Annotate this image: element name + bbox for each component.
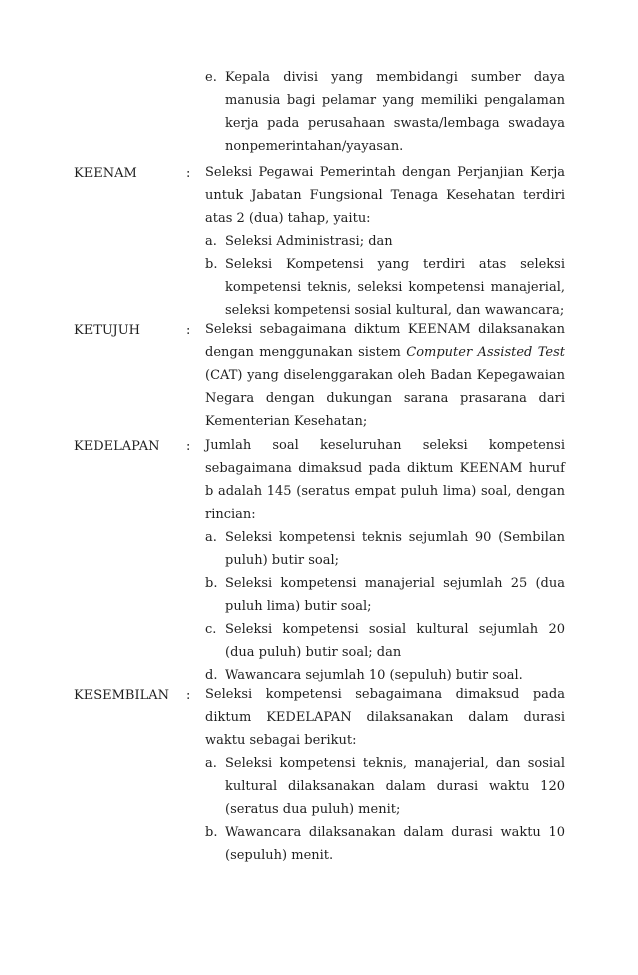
- item-label: a.: [205, 530, 217, 545]
- item-text: Wawancara sejumlah 10 (sepuluh) butir soal.: [225, 668, 523, 683]
- item-label: b.: [205, 257, 218, 272]
- list-item: [205, 230, 565, 253]
- diktum-intro: Seleksi Pegawai Pemerintah dengan Perjanjian Kerja untuk Jabatan Fungsional Tenaga Kesehatan terdiri atas 2 (dua) tahap, yaitu:: [205, 165, 565, 226]
- intro-text: (CAT) yang diselenggarakan oleh Badan Kepegawaian Negara dengan dukungan sarana prasarana dari Kementerian Kesehatan;: [205, 368, 565, 429]
- list-item: [205, 253, 565, 322]
- diktum-colon: :: [186, 166, 191, 181]
- diktum-intro: Jumlah soal keseluruhan seleksi kompetensi sebagaimana dimaksud pada diktum KEENAM huruf b adalah 145 (seratus empat puluh lima) soal, dengan rincian:: [205, 438, 565, 522]
- diktum-intro: [205, 318, 565, 433]
- top-item: [205, 66, 565, 158]
- diktum-body-keenam: [205, 161, 565, 322]
- diktum-term-ketujuh: KETUJUH: [74, 323, 140, 338]
- item-text: Seleksi kompetensi sosial kultural sejumlah 20 (dua puluh) butir soal; dan: [225, 622, 565, 660]
- item-label: b.: [205, 825, 218, 840]
- list-item: [205, 66, 565, 158]
- diktum-body-kesembilan: [205, 683, 565, 867]
- list-item: [205, 752, 565, 821]
- diktum-body-ketujuh: [205, 318, 565, 433]
- item-label: c.: [205, 622, 217, 637]
- item-text: Kepala divisi yang membidangi sumber daya manusia bagi pelamar yang memiliki pengalaman kerja pada perusahaan swasta/lembaga swadaya nonpemerintahan/yayasan.: [225, 70, 565, 154]
- diktum-body-kedelapan: [205, 434, 565, 687]
- item-label: b.: [205, 576, 218, 591]
- diktum-term-keenam: KEENAM: [74, 166, 137, 181]
- list-item: [205, 618, 565, 664]
- item-text: Wawancara dilaksanakan dalam durasi waktu 10 (sepuluh) menit.: [225, 825, 565, 863]
- list-item: [205, 526, 565, 572]
- item-text: Seleksi Administrasi; dan: [225, 234, 393, 249]
- item-text: Seleksi kompetensi teknis sejumlah 90 (Sembilan puluh) butir soal;: [225, 530, 565, 568]
- diktum-colon: :: [186, 323, 191, 338]
- item-label: e.: [205, 70, 217, 85]
- cat-term: Computer Assisted Test: [406, 345, 565, 360]
- item-label: d.: [205, 668, 218, 683]
- item-text: Seleksi kompetensi manajerial sejumlah 25 (dua puluh lima) butir soal;: [225, 576, 565, 614]
- item-label: a.: [205, 756, 217, 771]
- diktum-colon: :: [186, 688, 191, 703]
- diktum-term-kedelapan: KEDELAPAN: [74, 439, 160, 454]
- intro-text: Seleksi sebagaimana diktum KEENAM dilaksanakan dengan menggunakan sistem: [205, 322, 565, 360]
- item-text: Seleksi kompetensi teknis, manajerial, dan sosial kultural dilaksanakan dalam durasi waktu 120 (seratus dua puluh) menit;: [225, 756, 565, 817]
- diktum-colon: :: [186, 439, 191, 454]
- diktum-term-kesembilan: KESEMBILAN: [74, 688, 169, 703]
- diktum-intro: Seleksi kompetensi sebagaimana dimaksud pada diktum KEDELAPAN dilaksanakan dalam durasi waktu sebagai berikut:: [205, 687, 565, 748]
- item-label: a.: [205, 234, 217, 249]
- list-item: [205, 821, 565, 867]
- item-text: Seleksi Kompetensi yang terdiri atas seleksi kompetensi teknis, seleksi kompetensi manajerial, seleksi kompetensi sosial kultural, dan wawancara;: [225, 257, 565, 318]
- list-item: [205, 572, 565, 618]
